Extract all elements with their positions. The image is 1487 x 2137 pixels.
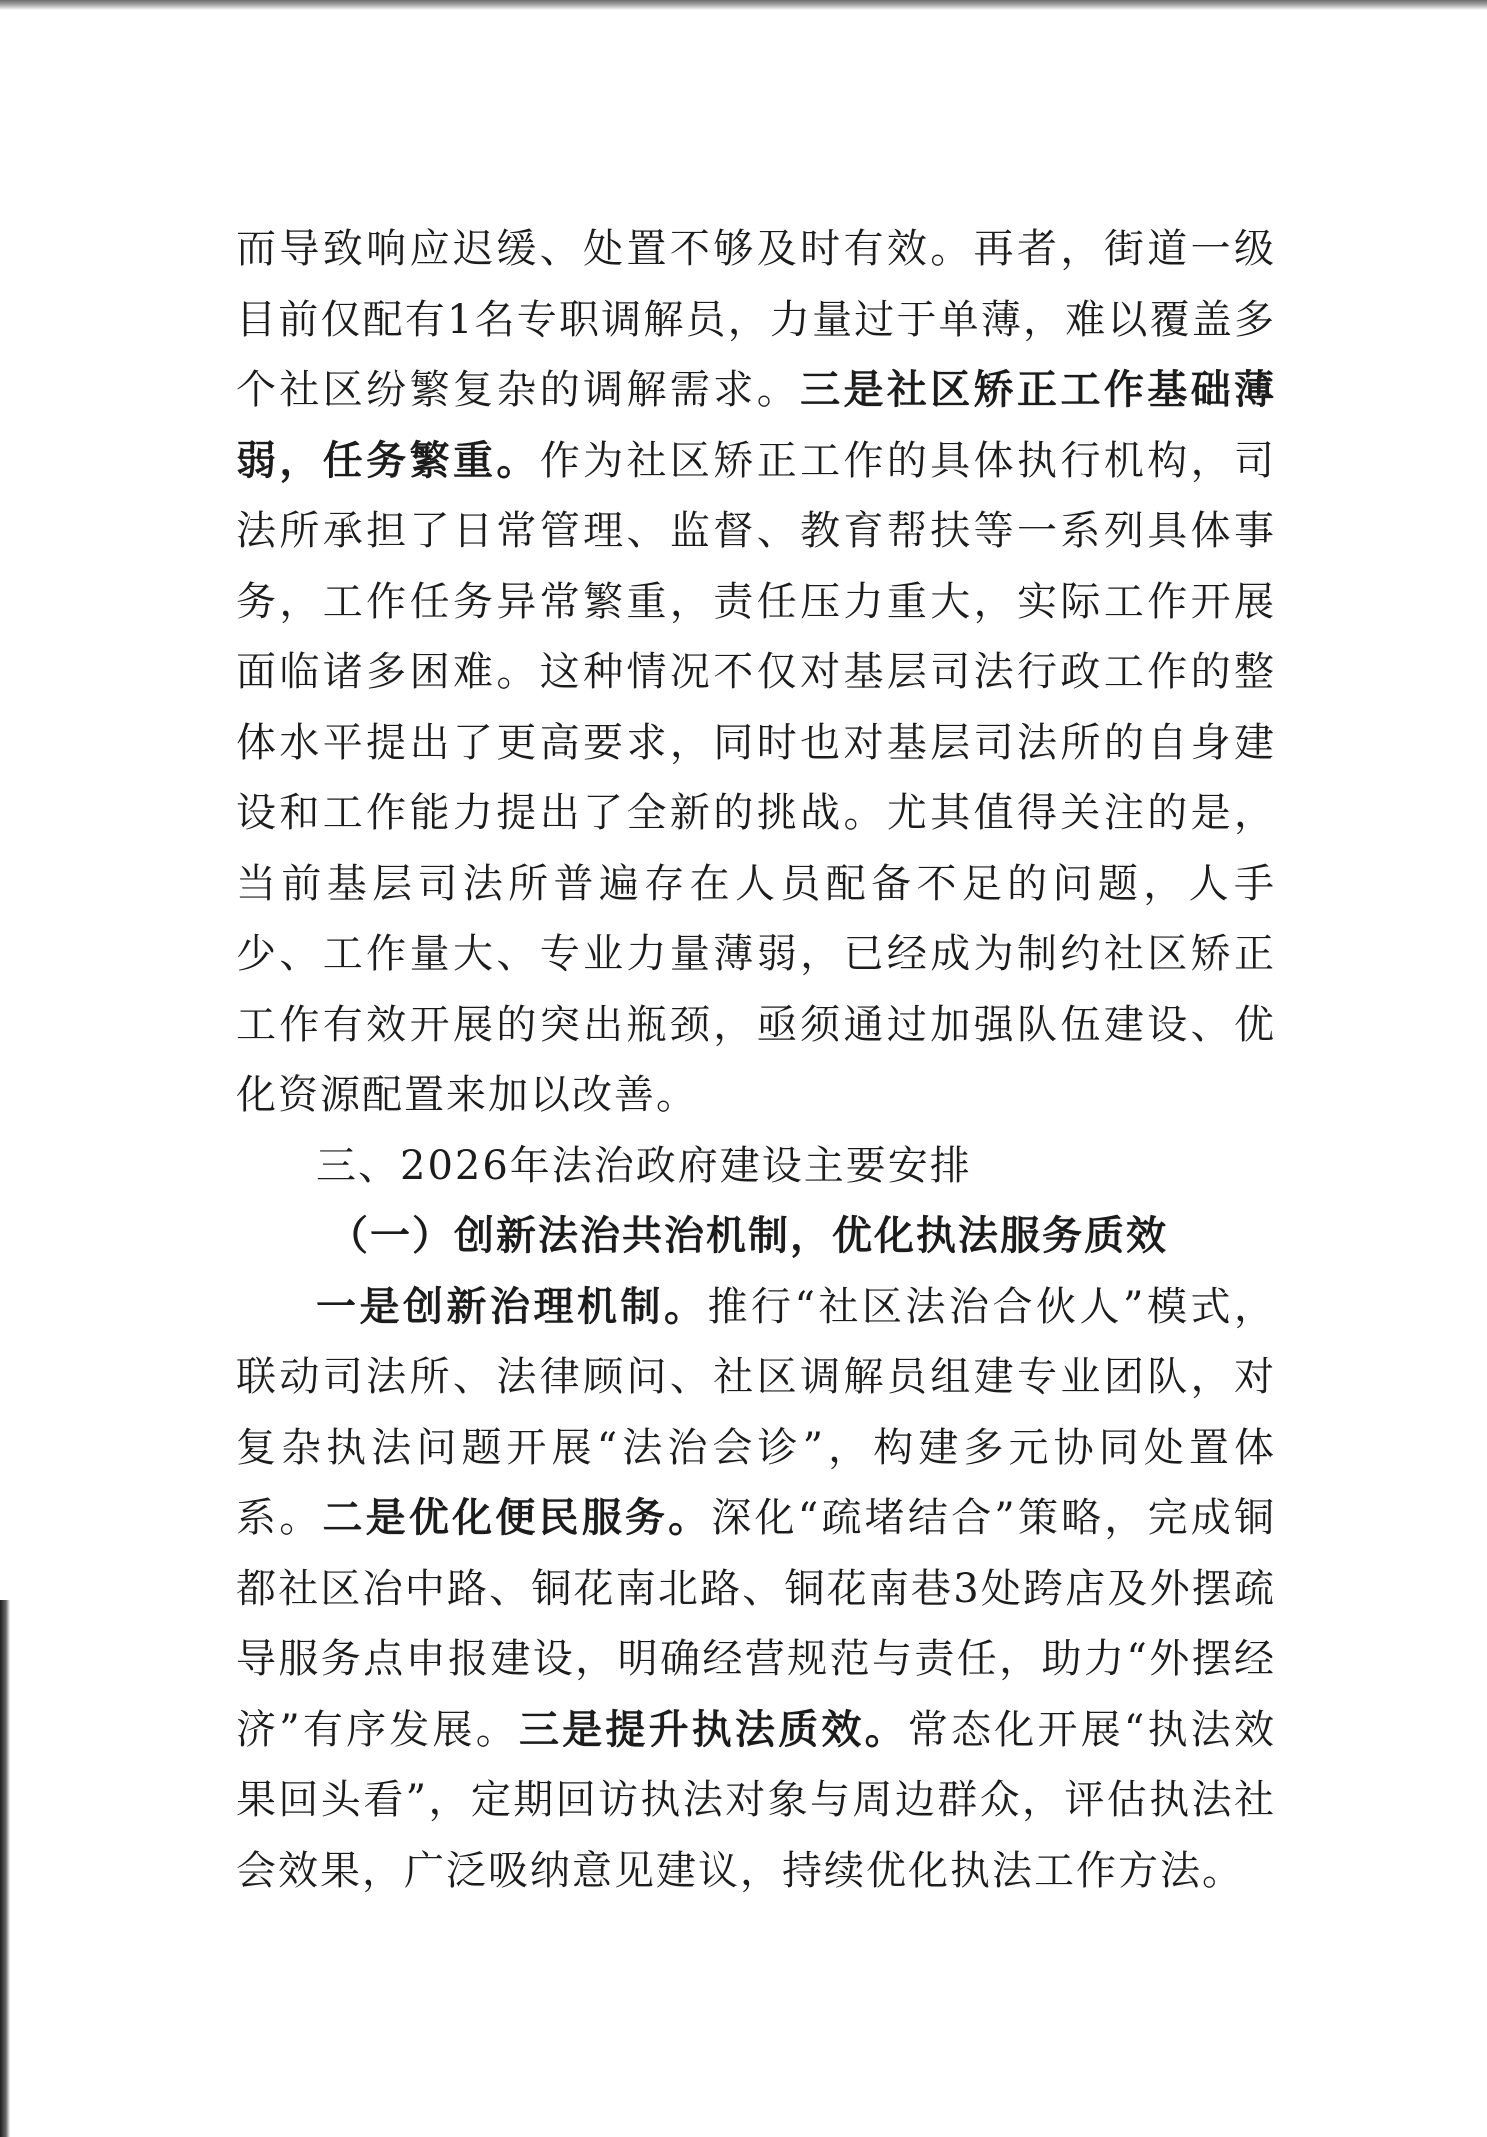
point-2-text: 深化“疏堵结合”策略，完成铜都社区冶中路、铜花南北路、铜花南巷3处跨店及外摆疏导服务点申报建设，明确经营规范与责任，助力“外摆经济”有序发展。 [236,1495,1277,1753]
point-1-text: 推行“社区法治合伙人”模式，联动司法所、法律顾问、社区调解员组建专业团队，对复杂执法问题开展“法治会诊”，构建多元协同处置体系。 [236,1283,1277,1541]
paragraph-1-bold-point: 三是社区矫正工作基础薄弱，任务繁重。 [236,367,1277,484]
scan-edge-top [0,0,1487,10]
subsection-heading: （一）创新法治共治机制，优化执法服务质效 [328,1213,1168,1259]
point-2-title: 二是优化便民服务。 [322,1495,712,1541]
point-3-text: 常态化开展“执法效果回头看”，定期回访执法对象与周边群众，评估执法社会效果，广泛吸纳意见建议，持续优化执法工作方法。 [236,1706,1277,1894]
paragraph-1-text-a: 而导致响应迟缓、处置不够及时有效。再者，街道一级目前仅配有1名专职调解员，力量过于单薄，难以覆盖多个社区纷繁复杂的调解需求。 [236,226,1276,413]
scan-edge-left [0,1600,10,2137]
point-3-title: 三是提升执法质效。 [518,1706,908,1753]
body-paragraph-1 [236,214,1276,1131]
point-1-title: 一是创新治理机制。 [316,1283,708,1330]
paragraph-1-text-c: 作为社区矫正工作的具体执行机构，司法所承担了日常管理、监督、教育帮扶等一系列具体事务，工作任务异常繁重，责任压力重大，实际工作开展面临诸多困难。这种情况不仅对基层司法行政工作的整体水平提出了更高要求，同时也对基层司法所的自身建设和工作能力提出了全新的挑战。尤其值得关注的是，当前基层司法所普遍存在人员配备不足的问题，人手少、工作量大、专业力量薄弱，已经成为制约社区矫正工作有效开展的突出瓶颈，亟须通过加强队伍建设、优化资源配置来加以改善。 [236,437,1277,1118]
body-paragraph-2 [236,1272,1276,1907]
document-page [236,214,1276,1906]
section-heading: 三、2026年法治政府建设主要安排 [316,1142,972,1189]
